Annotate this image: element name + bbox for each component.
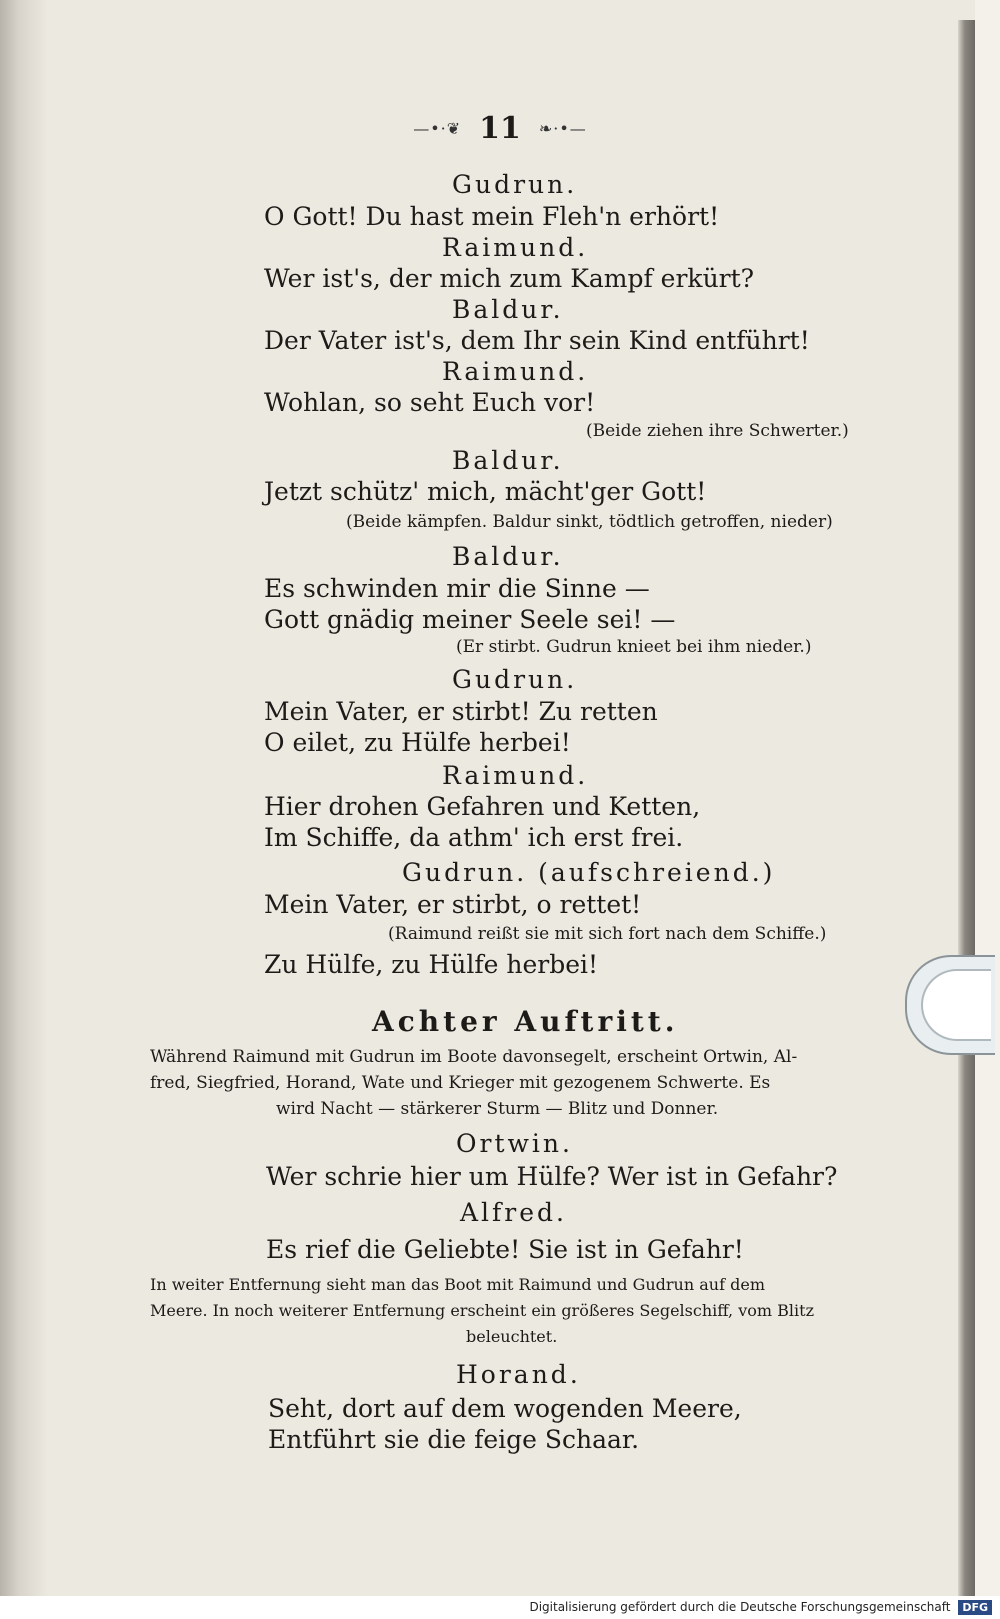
verse-line: Jetzt schütz' mich, mächt'ger Gott!	[264, 477, 707, 506]
stage-direction: wird Nacht — stärkerer Sturm — Blitz und Donner.	[276, 1099, 719, 1119]
verse-line: Es schwinden mir die Sinne —	[264, 574, 650, 603]
speaker-name: Raimund.	[442, 761, 589, 790]
stage-direction: Meere. In noch weiterer Entfernung erscheint ein größeres Segelschiff, vom Blitz	[150, 1301, 815, 1320]
stage-direction: (Beide ziehen ihre Schwerter.)	[586, 421, 849, 441]
speaker-name: Gudrun. (aufschreiend.)	[402, 858, 776, 887]
verse-line: Wer ist's, der mich zum Kampf erkürt?	[264, 264, 755, 293]
stage-direction: (Beide kämpfen. Baldur sinkt, tödtlich getroffen, nieder)	[346, 512, 833, 532]
funding-credit: Digitalisierung gefördert durch die Deutsche Forschungsgemeinschaft	[529, 1600, 951, 1614]
stage-direction: (Er stirbt. Gudrun knieet bei ihm nieder.)	[456, 637, 812, 657]
stage-direction: (Raimund reißt sie mit sich fort nach dem Schiffe.)	[388, 924, 827, 944]
speaker-name: Baldur.	[452, 295, 564, 324]
verse-line: Seht, dort auf dem wogenden Meere,	[268, 1394, 742, 1423]
stage-direction: fred, Siegfried, Horand, Wate und Krieger mit gezogenem Schwerte. Es	[150, 1073, 771, 1093]
verse-line: Gott gnädig meiner Seele sei! —	[264, 605, 676, 634]
digitization-footer	[0, 1596, 1000, 1619]
verse-line: Mein Vater, er stirbt, o rettet!	[264, 890, 642, 919]
speaker-name: Gudrun.	[452, 665, 578, 694]
verse-line: O eilet, zu Hülfe herbei!	[264, 728, 571, 757]
speaker-name: Baldur.	[452, 446, 564, 475]
scene-heading: Achter Auftritt.	[372, 1005, 679, 1038]
verse-line: Im Schiffe, da athm' ich erst frei.	[264, 823, 684, 852]
verse-line: Der Vater ist's, dem Ihr sein Kind entführt!	[264, 326, 810, 355]
page-gutter-shadow	[0, 0, 48, 1596]
verse-line: Wer schrie hier um Hülfe? Wer ist in Gefahr?	[266, 1162, 838, 1191]
speaker-name: Alfred.	[460, 1198, 567, 1227]
speaker-name: Raimund.	[442, 233, 589, 262]
dfg-logo: DFG	[958, 1600, 992, 1615]
verse-line: Es rief die Geliebte! Sie ist in Gefahr!	[266, 1235, 744, 1264]
page-clip-inner	[921, 969, 991, 1041]
page-clip	[905, 955, 995, 1055]
speaker-name: Gudrun.	[452, 170, 578, 199]
verse-line: O Gott! Du hast mein Fleh'n erhört!	[264, 202, 720, 231]
verse-line: Hier drohen Gefahren und Ketten,	[264, 792, 701, 821]
ornament-left: —•·❦	[413, 118, 462, 138]
stage-direction: In weiter Entfernung sieht man das Boot mit Raimund und Gudrun auf dem	[150, 1275, 765, 1294]
stage-direction: Während Raimund mit Gudrun im Boote davonsegelt, erscheint Ortwin, Al-	[150, 1047, 798, 1067]
verse-line: Zu Hülfe, zu Hülfe herbei!	[264, 950, 599, 979]
page-fore-edge	[958, 20, 975, 1596]
speaker-name: Ortwin.	[456, 1129, 573, 1158]
stage-direction: beleuchtet.	[466, 1327, 558, 1346]
speaker-name: Horand.	[456, 1360, 581, 1389]
ornament-right: ❧·•—	[538, 118, 587, 138]
speaker-name: Raimund.	[442, 357, 589, 386]
page-header	[390, 108, 610, 148]
speaker-name: Baldur.	[452, 542, 564, 571]
page-number: 11	[479, 110, 521, 146]
verse-line: Wohlan, so seht Euch vor!	[264, 388, 596, 417]
verse-line: Entführt sie die feige Schaar.	[268, 1425, 640, 1454]
verse-line: Mein Vater, er stirbt! Zu retten	[264, 697, 658, 726]
